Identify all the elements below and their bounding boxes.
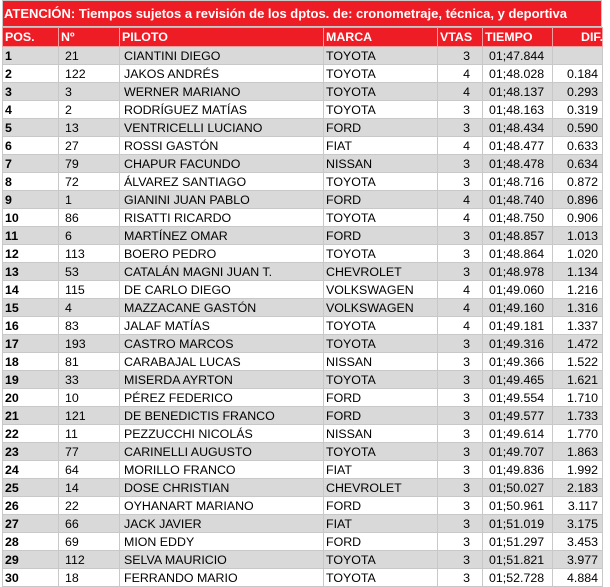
cell-vtas: 3 [438,515,483,533]
cell-tiempo: 01;48.028 [483,65,553,83]
cell-pos: 18 [3,353,59,371]
cell-piloto: JACK JAVIER [120,515,324,533]
cell-dif: 3.977 [553,551,603,569]
cell-dif: 3.453 [553,533,603,551]
cell-vtas: 3 [438,119,483,137]
cell-marca: FORD [324,191,438,209]
cell-vtas: 3 [438,425,483,443]
cell-marca: NISSAN [324,425,438,443]
cell-vtas: 3 [438,497,483,515]
table-row [3,569,603,587]
cell-vtas: 3 [438,569,483,587]
cell-pos: 9 [3,191,59,209]
cell-piloto: JAKOS ANDRÉS [120,65,324,83]
cell-dif: 1.013 [553,227,603,245]
cell-tiempo: 01;48.750 [483,209,553,227]
cell-pos: 12 [3,245,59,263]
cell-num: 27 [59,137,120,155]
cell-marca: TOYOTA [324,101,438,119]
cell-tiempo: 01;48.716 [483,173,553,191]
table-row [3,497,603,515]
cell-num: 86 [59,209,120,227]
cell-vtas: 3 [438,389,483,407]
cell-marca: FORD [324,389,438,407]
cell-piloto: MION EDDY [120,533,324,551]
cell-marca: TOYOTA [324,245,438,263]
header-row [3,28,603,47]
cell-dif: 1.472 [553,335,603,353]
table-row [3,137,603,155]
cell-tiempo: 01;49.577 [483,407,553,425]
cell-vtas: 3 [438,227,483,245]
cell-dif: 1.710 [553,389,603,407]
cell-pos: 26 [3,497,59,515]
cell-vtas: 3 [438,443,483,461]
cell-piloto: FERRANDO MARIO [120,569,324,587]
table-row [3,317,603,335]
cell-vtas: 3 [438,335,483,353]
cell-marca: TOYOTA [324,317,438,335]
cell-dif: 1.522 [553,353,603,371]
cell-marca: NISSAN [324,155,438,173]
table-row [3,263,603,281]
cell-dif: 3.117 [553,497,603,515]
cell-piloto: CIANTINI DIEGO [120,47,324,65]
cell-pos: 19 [3,371,59,389]
col-header-vtas: VTAS [438,28,483,47]
cell-vtas: 3 [438,173,483,191]
revision-notice: ATENCIÓN: Tiempos sujetos a revisión de los dptos. de: cronometraje, técnica, y deportiva [2,0,602,27]
table-row [3,479,603,497]
cell-tiempo: 01;52.728 [483,569,553,587]
cell-tiempo: 01;49.316 [483,335,553,353]
cell-pos: 15 [3,299,59,317]
table-row [3,119,603,137]
cell-num: 113 [59,245,120,263]
cell-pos: 11 [3,227,59,245]
cell-vtas: 4 [438,209,483,227]
cell-num: 115 [59,281,120,299]
table-row [3,191,603,209]
cell-vtas: 4 [438,317,483,335]
cell-dif: 2.183 [553,479,603,497]
cell-vtas: 4 [438,191,483,209]
cell-marca: FIAT [324,137,438,155]
cell-pos: 28 [3,533,59,551]
cell-vtas: 4 [438,281,483,299]
cell-piloto: VENTRICELLI LUCIANO [120,119,324,137]
cell-num: 66 [59,515,120,533]
cell-tiempo: 01;50.961 [483,497,553,515]
cell-vtas: 3 [438,101,483,119]
col-header-marca: MARCA [324,28,438,47]
cell-tiempo: 01;48.478 [483,155,553,173]
table-row [3,209,603,227]
cell-tiempo: 01;49.181 [483,317,553,335]
table-row [3,371,603,389]
cell-pos: 2 [3,65,59,83]
table-row [3,425,603,443]
cell-tiempo: 01;48.740 [483,191,553,209]
cell-dif: 4.884 [553,569,603,587]
cell-vtas: 4 [438,83,483,101]
cell-marca: TOYOTA [324,551,438,569]
cell-pos: 25 [3,479,59,497]
table-row [3,407,603,425]
table-row [3,155,603,173]
cell-marca: CHEVROLET [324,263,438,281]
cell-tiempo: 01;48.477 [483,137,553,155]
cell-dif: 1.992 [553,461,603,479]
cell-num: 21 [59,47,120,65]
cell-dif: 1.863 [553,443,603,461]
cell-tiempo: 01;49.554 [483,389,553,407]
cell-num: 13 [59,119,120,137]
cell-marca: TOYOTA [324,173,438,191]
col-header-num: Nº [59,28,120,47]
cell-piloto: CARABAJAL LUCAS [120,353,324,371]
cell-marca: TOYOTA [324,47,438,65]
cell-pos: 20 [3,389,59,407]
cell-marca: FIAT [324,515,438,533]
cell-num: 81 [59,353,120,371]
cell-piloto: RODRÍGUEZ MATÍAS [120,101,324,119]
cell-dif: 0.906 [553,209,603,227]
cell-num: 14 [59,479,120,497]
cell-marca: FIAT [324,461,438,479]
cell-dif: 1.621 [553,371,603,389]
table-row [3,47,603,65]
cell-piloto: ROSSI GASTÓN [120,137,324,155]
cell-tiempo: 01;49.614 [483,425,553,443]
cell-dif: 1.733 [553,407,603,425]
table-row [3,461,603,479]
cell-dif: 1.337 [553,317,603,335]
cell-marca: FORD [324,533,438,551]
table-row [3,389,603,407]
cell-piloto: DE CARLO DIEGO [120,281,324,299]
cell-num: 72 [59,173,120,191]
table-row [3,227,603,245]
cell-tiempo: 01;48.137 [483,83,553,101]
cell-num: 1 [59,191,120,209]
cell-piloto: SELVA MAURICIO [120,551,324,569]
cell-num: 4 [59,299,120,317]
cell-pos: 16 [3,317,59,335]
cell-tiempo: 01;48.864 [483,245,553,263]
cell-vtas: 3 [438,407,483,425]
col-header-pos: POS. [3,28,59,47]
cell-num: 77 [59,443,120,461]
cell-pos: 23 [3,443,59,461]
cell-dif: 0.872 [553,173,603,191]
cell-pos: 1 [3,47,59,65]
cell-piloto: MAZZACANE GASTÓN [120,299,324,317]
cell-marca: NISSAN [324,353,438,371]
cell-num: 2 [59,101,120,119]
cell-num: 193 [59,335,120,353]
cell-dif: 3.175 [553,515,603,533]
cell-num: 112 [59,551,120,569]
cell-piloto: JALAF MATÍAS [120,317,324,335]
cell-num: 33 [59,371,120,389]
cell-vtas: 3 [438,353,483,371]
cell-marca: VOLKSWAGEN [324,299,438,317]
cell-pos: 13 [3,263,59,281]
table-row [3,65,603,83]
cell-piloto: GIANINI JUAN PABLO [120,191,324,209]
cell-num: 22 [59,497,120,515]
cell-vtas: 3 [438,461,483,479]
cell-vtas: 3 [438,479,483,497]
cell-vtas: 3 [438,533,483,551]
cell-piloto: CHAPUR FACUNDO [120,155,324,173]
cell-dif: 0.634 [553,155,603,173]
cell-num: 11 [59,425,120,443]
cell-tiempo: 01;48.163 [483,101,553,119]
cell-dif: 1.216 [553,281,603,299]
cell-tiempo: 01;49.465 [483,371,553,389]
cell-marca: FORD [324,497,438,515]
cell-pos: 14 [3,281,59,299]
cell-vtas: 3 [438,155,483,173]
cell-piloto: CATALÁN MAGNI JUAN T. [120,263,324,281]
cell-tiempo: 01;48.978 [483,263,553,281]
cell-pos: 10 [3,209,59,227]
cell-tiempo: 01;50.027 [483,479,553,497]
cell-marca: VOLKSWAGEN [324,281,438,299]
table-row [3,353,603,371]
cell-piloto: MARTÍNEZ OMAR [120,227,324,245]
cell-pos: 27 [3,515,59,533]
table-row [3,83,603,101]
cell-dif: 1.020 [553,245,603,263]
cell-pos: 5 [3,119,59,137]
cell-marca: FORD [324,119,438,137]
cell-dif: 1.134 [553,263,603,281]
cell-num: 83 [59,317,120,335]
table-row [3,533,603,551]
cell-num: 6 [59,227,120,245]
table-row [3,335,603,353]
cell-marca: TOYOTA [324,371,438,389]
cell-pos: 3 [3,83,59,101]
cell-num: 121 [59,407,120,425]
cell-piloto: MORILLO FRANCO [120,461,324,479]
cell-num: 18 [59,569,120,587]
cell-tiempo: 01;48.434 [483,119,553,137]
cell-pos: 6 [3,137,59,155]
col-header-piloto: PILOTO [120,28,324,47]
cell-piloto: OYHANART MARIANO [120,497,324,515]
table-row [3,101,603,119]
cell-piloto: WERNER MARIANO [120,83,324,101]
cell-vtas: 3 [438,371,483,389]
cell-vtas: 3 [438,263,483,281]
cell-piloto: RISATTI RICARDO [120,209,324,227]
cell-num: 64 [59,461,120,479]
cell-dif: 0.633 [553,137,603,155]
cell-piloto: MISERDA AYRTON [120,371,324,389]
cell-pos: 24 [3,461,59,479]
cell-pos: 17 [3,335,59,353]
classification-table [2,27,603,587]
cell-dif: 0.319 [553,101,603,119]
cell-vtas: 4 [438,137,483,155]
cell-num: 10 [59,389,120,407]
cell-pos: 8 [3,173,59,191]
col-header-dif: DIF. [553,28,603,47]
cell-piloto: ÁLVAREZ SANTIAGO [120,173,324,191]
table-row [3,443,603,461]
cell-tiempo: 01;49.366 [483,353,553,371]
cell-marca: TOYOTA [324,569,438,587]
cell-piloto: DE BENEDICTIS FRANCO [120,407,324,425]
cell-pos: 7 [3,155,59,173]
cell-dif [553,47,603,65]
table-row [3,299,603,317]
cell-vtas: 3 [438,47,483,65]
cell-tiempo: 01;47.844 [483,47,553,65]
cell-tiempo: 01;51.019 [483,515,553,533]
cell-tiempo: 01;49.707 [483,443,553,461]
table-row [3,245,603,263]
cell-marca: TOYOTA [324,443,438,461]
cell-marca: CHEVROLET [324,479,438,497]
cell-piloto: CASTRO MARCOS [120,335,324,353]
cell-piloto: PÉREZ FEDERICO [120,389,324,407]
cell-tiempo: 01;51.821 [483,551,553,569]
cell-dif: 1.316 [553,299,603,317]
cell-marca: TOYOTA [324,83,438,101]
cell-pos: 29 [3,551,59,569]
cell-vtas: 4 [438,65,483,83]
cell-piloto: BOERO PEDRO [120,245,324,263]
cell-marca: TOYOTA [324,65,438,83]
col-header-tiempo: TIEMPO [483,28,553,47]
cell-dif: 0.590 [553,119,603,137]
cell-pos: 21 [3,407,59,425]
results-sheet [2,0,602,587]
cell-dif: 0.184 [553,65,603,83]
cell-tiempo: 01;49.160 [483,299,553,317]
cell-piloto: CARINELLI AUGUSTO [120,443,324,461]
table-row [3,173,603,191]
cell-piloto: PEZZUCCHI NICOLÁS [120,425,324,443]
cell-marca: TOYOTA [324,209,438,227]
cell-dif: 0.293 [553,83,603,101]
cell-dif: 0.896 [553,191,603,209]
table-row [3,281,603,299]
cell-pos: 22 [3,425,59,443]
table-row [3,515,603,533]
cell-tiempo: 01;51.297 [483,533,553,551]
cell-dif: 1.770 [553,425,603,443]
cell-num: 3 [59,83,120,101]
cell-num: 79 [59,155,120,173]
cell-pos: 30 [3,569,59,587]
cell-vtas: 3 [438,245,483,263]
cell-marca: FORD [324,227,438,245]
table-row [3,551,603,569]
cell-num: 53 [59,263,120,281]
cell-num: 122 [59,65,120,83]
cell-marca: FORD [324,407,438,425]
cell-tiempo: 01;48.857 [483,227,553,245]
cell-pos: 4 [3,101,59,119]
cell-tiempo: 01;49.836 [483,461,553,479]
cell-tiempo: 01;49.060 [483,281,553,299]
cell-vtas: 4 [438,299,483,317]
cell-num: 69 [59,533,120,551]
cell-piloto: DOSE CHRISTIAN [120,479,324,497]
cell-marca: TOYOTA [324,335,438,353]
cell-vtas: 3 [438,551,483,569]
